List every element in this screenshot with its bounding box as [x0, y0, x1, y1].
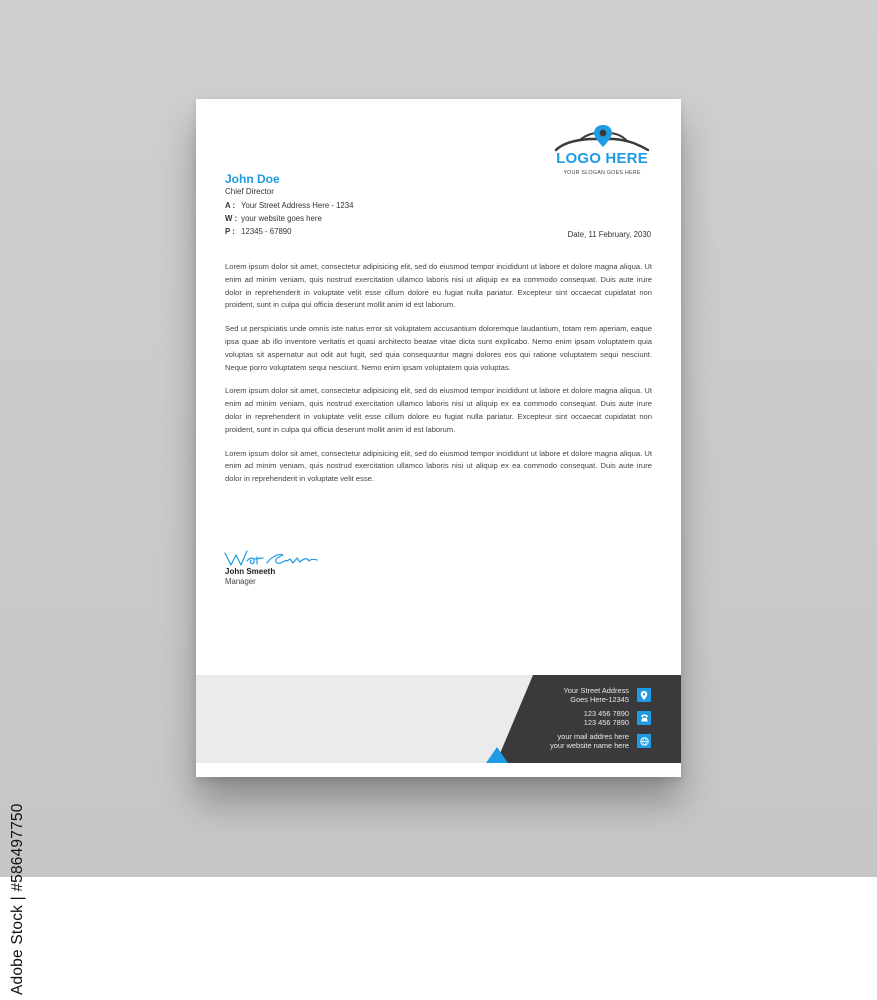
contact-value: 12345 - 67890: [241, 227, 292, 236]
logo: [552, 124, 652, 180]
sender-title: Chief Director: [225, 187, 274, 196]
phone-icon: [637, 711, 651, 725]
footer-website: your website name here: [550, 741, 629, 751]
footer-phone-line2: 123 456 7890: [583, 718, 629, 728]
contact-sep: :: [232, 227, 235, 236]
logo-text: LOGO HERE: [556, 150, 648, 167]
footer-address-line1: Your Street Address: [563, 686, 629, 695]
body-paragraph: Lorem ipsum dolor sit amet, consectetur adipisicing elit, sed do eiusmod tempor incididunt ut labore et dolore magna aliqua. Ut enim ad minim veniam, quis nostrud exercitation ullamco laboris nisi ut aliquip ex ea commodo consequat. Duis aute irure dolor in reprehenderit in voluptate velit esse cillum dolore eu fugiat nulla pariatur. Excepteur sint occaecat cupidatat non proident, sunt in culpa qui officia deserunt mollit anim id est laborum.: [225, 386, 652, 434]
footer-web: [550, 732, 651, 750]
handwritten-signature: [223, 547, 319, 569]
logo-slogan: YOUR SLOGAN GOES HERE: [563, 170, 641, 176]
footer-email: your mail addres here: [557, 732, 629, 741]
contact-website: [225, 214, 322, 223]
location-pin-icon: [637, 688, 651, 702]
contact-sep: :: [234, 214, 238, 223]
contact-sep: :: [232, 201, 236, 210]
sender-name: John Doe: [225, 172, 280, 186]
stock-watermark-text: Adobe Stock | #586497750: [9, 803, 26, 995]
body-paragraph: Lorem ipsum dolor sit amet, consectetur adipisicing elit, sed do eiusmod tempor incididunt ut labore et dolore magna aliqua. Ut enim ad minim veniam, quis nostrud exercitation ullamco laboris nisi ut aliquip ex ea commodo consequat. Duis aute irure dolor in reprehenderit in voluptate velit esse.: [225, 448, 652, 484]
signer-title: Manager: [225, 577, 256, 586]
contact-key: P: [225, 227, 231, 236]
footer-address: [564, 686, 651, 704]
footer-address-line2: Goes Here-12345: [570, 695, 629, 705]
footer-phone: [584, 709, 651, 727]
letterhead-page: [196, 99, 681, 777]
globe-icon: [637, 734, 651, 748]
body-paragraph: Sed ut perspiciatis unde omnis iste natus error sit voluptatem accusantium doloremque laudantium, totam rem aperiam, eaque ipsa quae ab illo inventore veritatis et quasi architecto beatae vitae dicta sunt explicabo. Nemo enim ipsam voluptatem quia voluptas sit aspernatur aut odit aut fugit, sed quia consequuntur magni dolores eos qui ratione voluptatem sequi nesciunt. Neque porro voluptatem sequi nesciunt. Nemo enim ipsam voluptatem quia voluptas.: [225, 324, 652, 372]
footer-phone-line1: 123 456 7890: [583, 709, 629, 718]
letter-date: Date, 11 February, 2030: [567, 230, 651, 239]
contact-value: your website goes here: [241, 214, 322, 223]
contact-address: [225, 201, 353, 210]
body-paragraph: Lorem ipsum dolor sit amet, consectetur adipisicing elit, sed do eiusmod tempor incididunt ut labore et dolore magna aliqua. Ut enim ad minim veniam, quis nostrud exercitation ullamco laboris nisi ut aliquip ex ea commodo consequat. Duis aute irure dolor in reprehenderit in voluptate velit esse cillum dolore eu fugiat nulla pariatur. Excepteur sint occaecat cupidatat non proident, sunt in culpa qui officia deserunt mollit anim id est laborum.: [225, 262, 652, 310]
letter-body: [225, 261, 652, 497]
car-location-pin-icon: [552, 124, 652, 152]
signer-name: John Smeeth: [225, 567, 276, 576]
contact-value: Your Street Address Here - 1234: [241, 201, 354, 210]
contact-key: W: [225, 214, 233, 223]
contact-key: A: [225, 201, 231, 210]
contact-phone: [225, 227, 291, 236]
